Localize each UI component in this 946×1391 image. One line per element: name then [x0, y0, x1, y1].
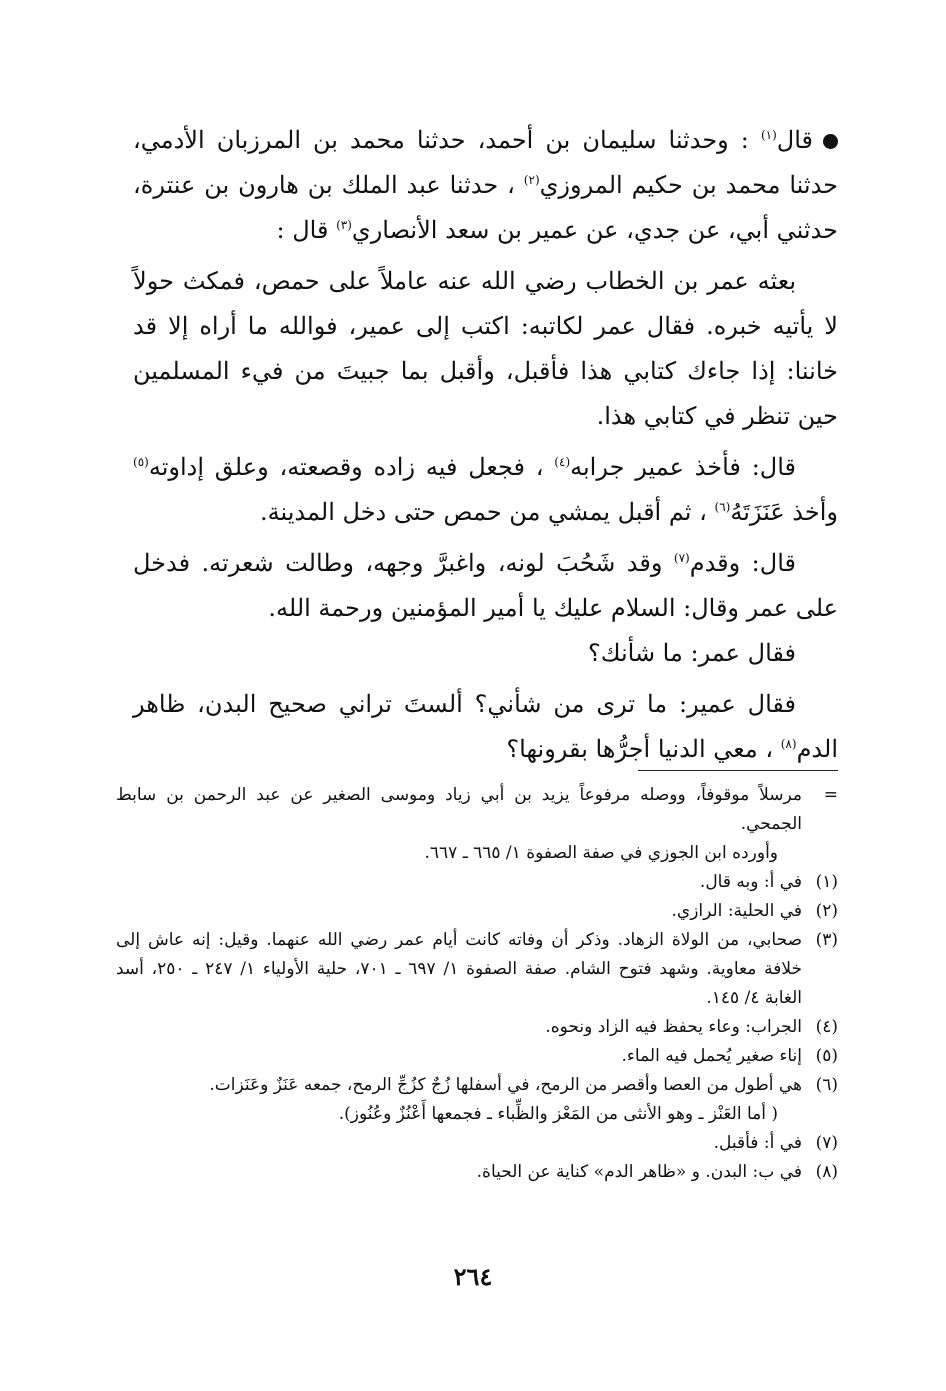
footnote-text: الجراب: وعاء يحفظ فيه الزاد ونحوه. — [545, 1017, 802, 1037]
footnote-ref-4[interactable]: (٤) — [554, 455, 571, 469]
footnote-text: في أ: وبه قال. — [699, 872, 802, 892]
paragraph-story-4: فقال عمر: ما شأنك؟ — [587, 639, 796, 667]
footnote-continuation — [116, 781, 838, 868]
footnote-6 — [116, 1071, 838, 1129]
paragraph-isnad — [133, 118, 838, 253]
text-run: ، ثم أقبل يمشي من حمص حتى دخل المدينة. — [260, 498, 715, 526]
footnote-number: (٢) — [815, 901, 838, 921]
footnote-text: إناء صغير يُحمل فيه الماء. — [621, 1046, 802, 1066]
footnote-number: (٨) — [815, 1162, 838, 1182]
paragraph-story-2 — [133, 445, 838, 535]
footnote-4 — [116, 1013, 838, 1042]
footnote-text: في ب: البدن. و «ظاهر الدم» كناية عن الحياة. — [476, 1162, 802, 1182]
footnote-subtext: ( أما العَنْز ـ وهو الأنثى من المَعْز والظِّباء ـ فجمعها أَعْنُزٌ وعُنُوز). — [338, 1104, 778, 1124]
text-run: ، حدثنا عبد الملك بن هارون بن عنترة، حدثني أبي، عن جدي، عن عمير بن سعد الأنصاري — [133, 171, 838, 244]
footnote-ref-8[interactable]: (٨) — [780, 737, 797, 751]
footnote-8 — [116, 1158, 838, 1187]
footnote-2 — [116, 897, 838, 926]
text-run: ، معي الدنيا أجرُّها بقرونها؟ — [506, 735, 781, 763]
main-text — [133, 118, 838, 778]
page-number: ٢٦٤ — [453, 1262, 493, 1291]
text-run: فقال عمير: ما ترى من شأني؟ ألستَ تراني صحيح البدن، ظاهر الدم — [133, 690, 838, 763]
footnote-ref-3[interactable]: (٣) — [336, 218, 352, 232]
text-run: قال : — [276, 216, 337, 244]
text-run: ، فجعل فيه زاده وقصعته، وعلق إداوته — [148, 453, 555, 481]
paragraph-story-3 — [133, 541, 838, 631]
footnote-ref-5[interactable]: (٥) — [133, 455, 149, 469]
footnote-text: صحابي، من الولاة الزهاد. وذكر أن وفاته كانت أيام عمر رضي الله عنهما. وقيل: إنه عاش إلى خلافة معاوية. وشهد فتوح الشام. صفة الصفوة ١/ ٦٩٧ ـ ٧٠١، حلية الأولياء ١/ ٢٤٧ ـ ٢٥٠، أسد الغابة ٤/ ١٤٥. — [116, 930, 802, 1008]
text-run: قال — [776, 126, 813, 154]
footnote-ref-2[interactable]: (٢) — [523, 173, 540, 187]
text-run: قال: فأخذ عمير جرابه — [570, 453, 797, 481]
continuation-mark: = — [823, 785, 838, 805]
footnotes-section — [116, 781, 838, 1187]
footnote-text: هي أطول من العصا وأقصر من الرمح، في أسفلها زُجٌ كزُجِّ الرمح، جمعه عَنَزٌ وعَنَزات. — [209, 1075, 802, 1095]
footnote-text: في الحلية: الرازي. — [671, 901, 802, 921]
footnote-ref-6[interactable]: (٦) — [714, 500, 731, 514]
footnote-number: (١) — [815, 872, 838, 892]
bullet-icon — [823, 134, 838, 149]
text-run: قال: وقدم — [689, 549, 796, 577]
footnote-number: (٤) — [815, 1017, 838, 1037]
footnote-7 — [116, 1129, 838, 1158]
paragraph-story-5 — [133, 682, 838, 772]
footnote-number: (٥) — [815, 1046, 838, 1066]
footnote-text: في أ: فأقبل. — [713, 1133, 802, 1153]
text-run: وقد شَحُبَ لونه، واغبرَّ وجهه، وطالت شعرته. فدخل على عمر وقال: السلام عليك يا أمير المؤمنين ورحمة الله. — [133, 549, 838, 622]
footnote-1 — [116, 868, 838, 897]
footnote-5 — [116, 1042, 838, 1071]
footnote-divider — [638, 770, 838, 771]
text-run: وأخذ عَنَزَتَهُ — [730, 498, 838, 526]
footnote-number: (٧) — [815, 1133, 838, 1153]
footnote-ref-1[interactable]: (١) — [760, 128, 777, 142]
footnote-number: (٣) — [815, 930, 838, 950]
footnote-number: (٦) — [815, 1075, 838, 1095]
footnote-continuation-extra: وأورده ابن الجوزي في صفة الصفوة ١/ ٦٦٥ ـ ٦٦٧. — [424, 843, 778, 863]
text-run: : وحدثنا سليمان بن أحمد، حدثنا محمد بن المرزبان الأدمي، حدثنا محمد بن حكيم المروزي — [133, 126, 839, 199]
paragraph-story-1: بعثه عمر بن الخطاب رضي الله عنه عاملاً على حمص، فمكث حولاً لا يأتيه خبره. فقال عمر لكاتبه: اكتب إلى عمير، فوالله ما أراه إلا قد خاننا: إذا جاءك كتابي هذا فأقبل، وأقبل بما جبيتَ من فيء المسلمين حين تنظر في كتابي هذا. — [133, 267, 838, 430]
footnote-ref-7[interactable]: (٧) — [673, 551, 690, 565]
footnote-3 — [116, 926, 838, 1013]
footnote-continuation-text: مرسلاً موقوفاً، ووصله مرفوعاً يزيد بن أبي زياد وموسى الصغير عن عبد الرحمن بن سابط الجمحي. — [116, 785, 802, 834]
